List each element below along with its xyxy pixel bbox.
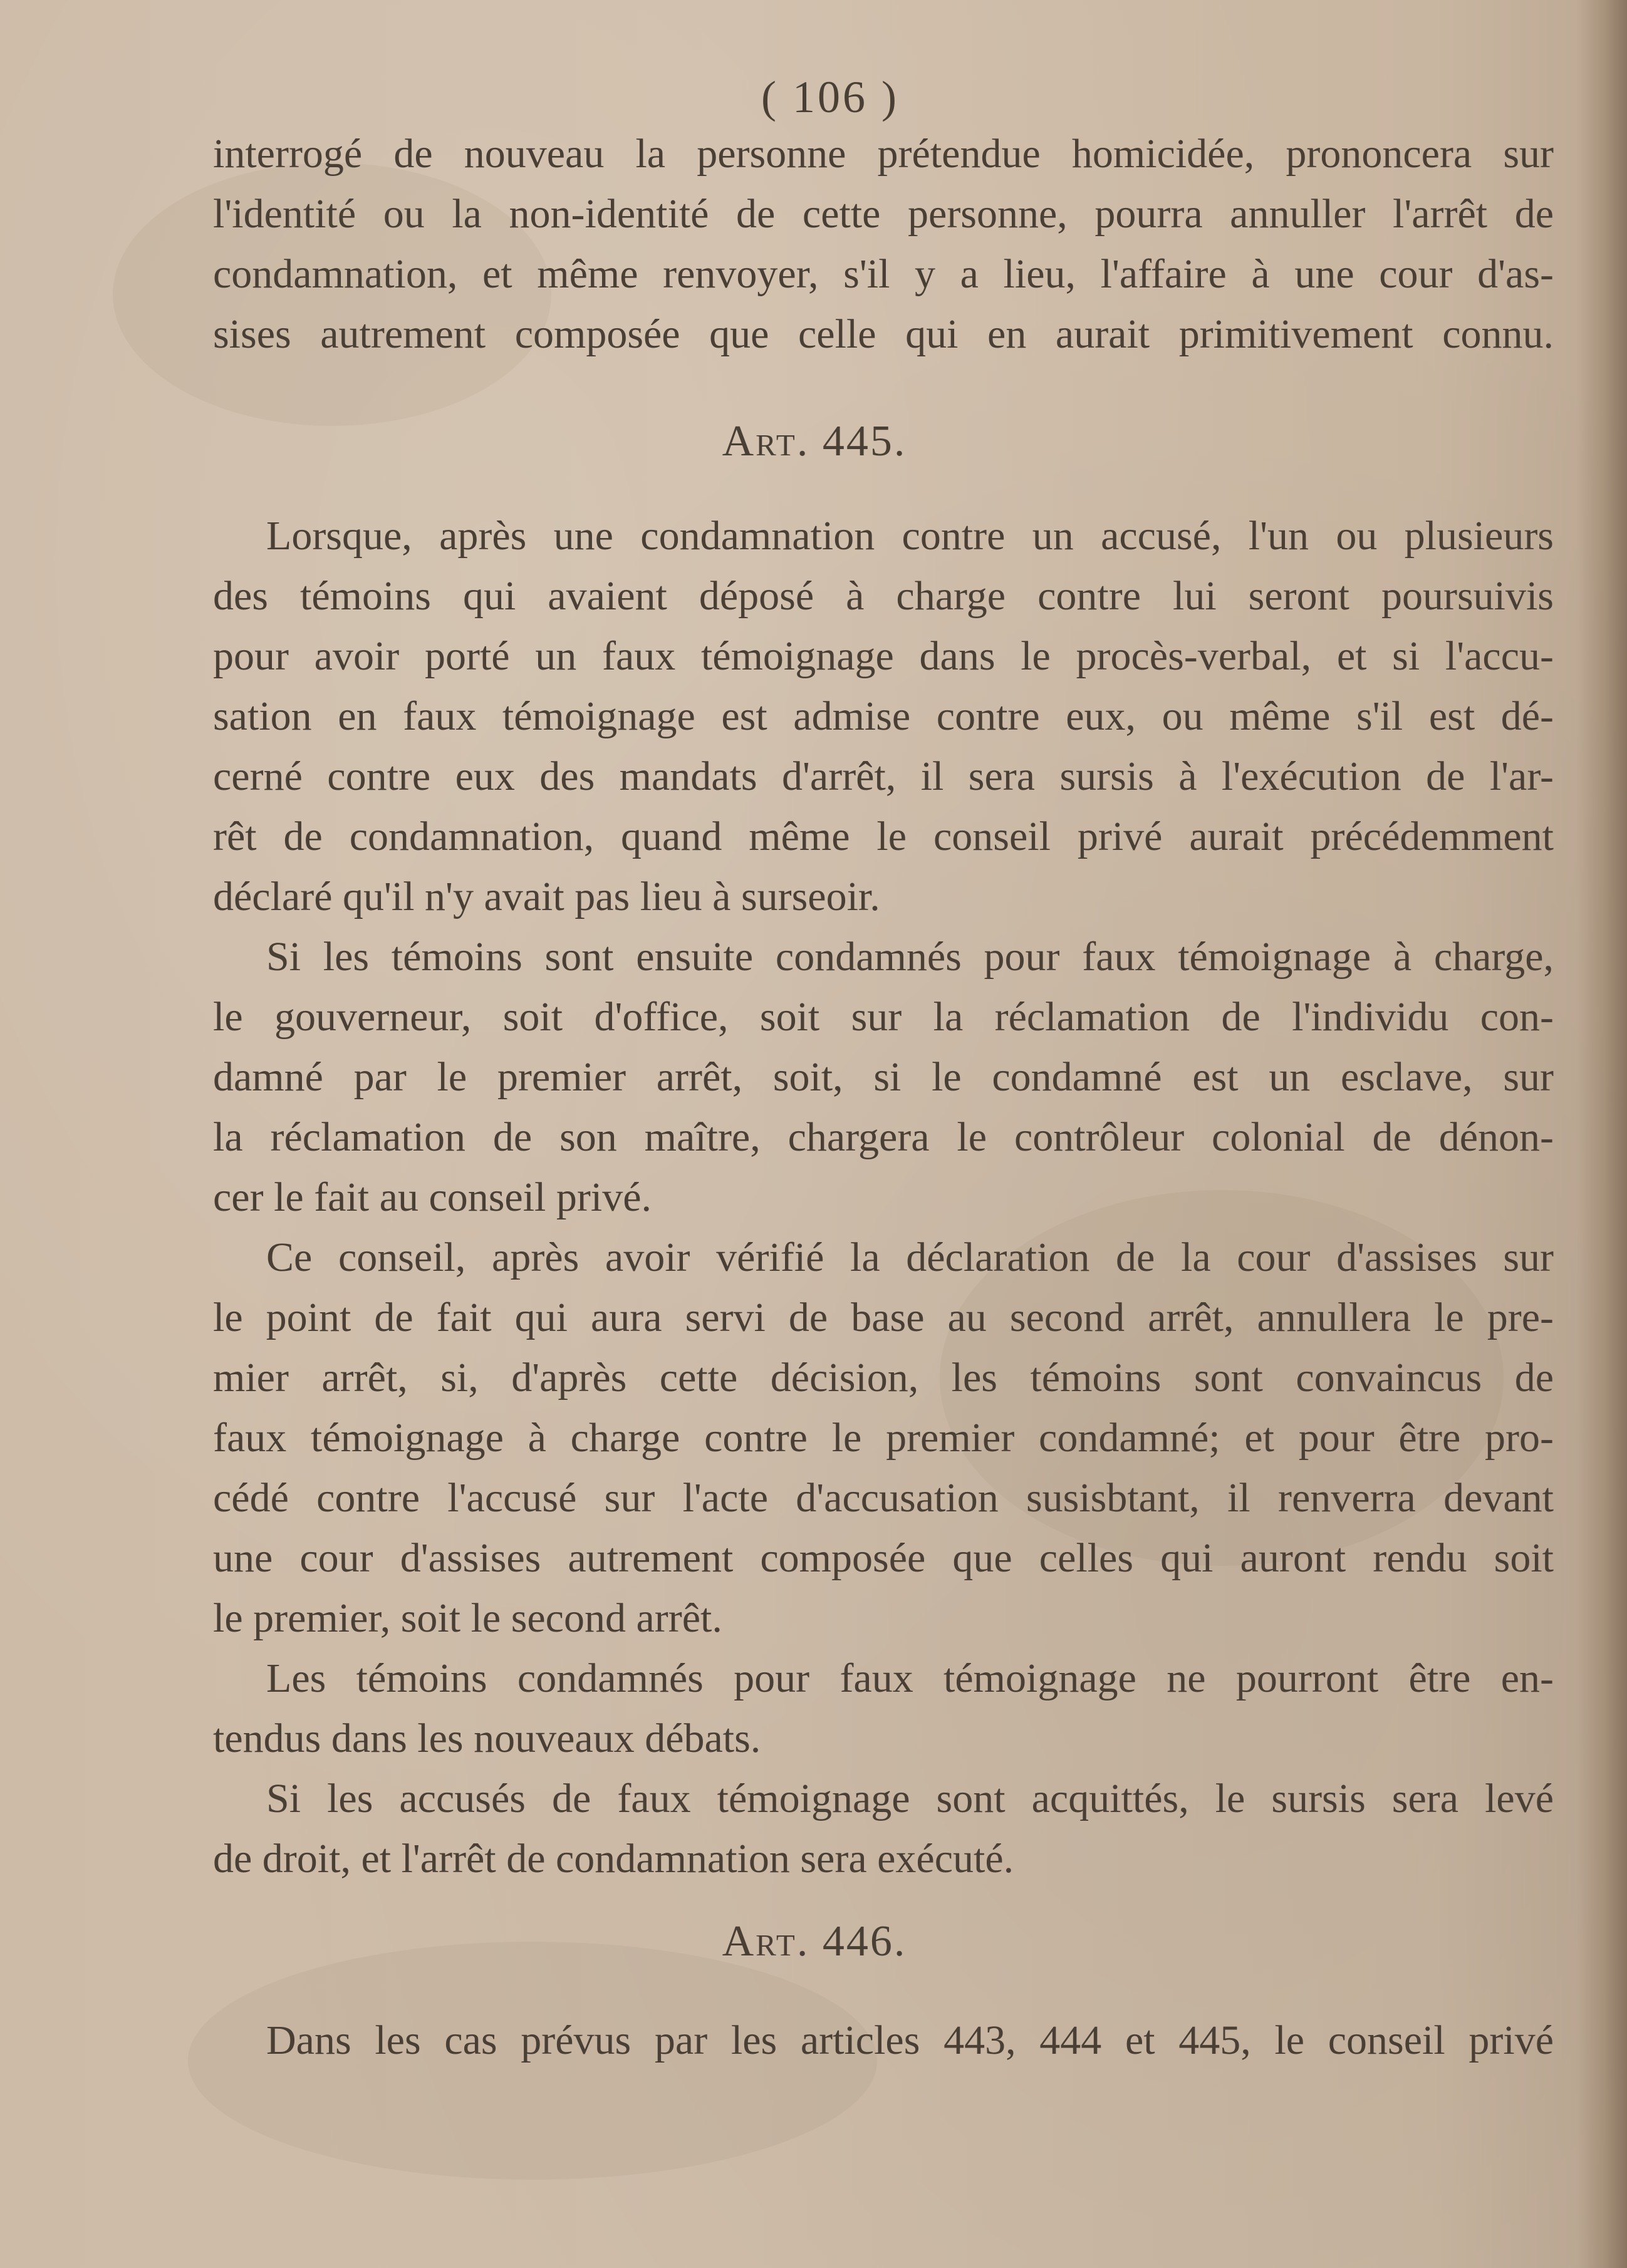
paragraph <box>213 506 1554 927</box>
text-line: le premier, soit le second arrêt. <box>213 1595 722 1641</box>
article-heading: Art. 445. <box>722 417 907 465</box>
text-line: faux témoignage à charge contre le premier condamné; et pour être pro- <box>213 1415 1554 1461</box>
page-edge-shadow <box>1577 0 1627 2268</box>
text-line: damné par le premier arrêt, soit, si le condamné est un esclave, sur <box>213 1054 1554 1100</box>
text-line: condamnation, et même renvoyer, s'il y a lieu, l'affaire à une cour d'as- <box>213 251 1554 297</box>
text-line: déclaré qu'il n'y avait pas lieu à surseoir. <box>213 874 880 919</box>
article-body <box>213 506 1554 1889</box>
text-line: des témoins qui avaient déposé à charge contre lui seront poursuivis <box>213 573 1554 619</box>
text-line: Si les accusés de faux témoignage sont acquittés, le sursis sera levé <box>266 1776 1554 1821</box>
text-line: interrogé de nouveau la personne prétendue homicidée, prononcera sur <box>213 131 1554 177</box>
text-line: rêt de condamnation, quand même le conseil privé aurait précédemment <box>213 814 1554 859</box>
text-line: mier arrêt, si, d'après cette décision, les témoins sont convaincus de <box>213 1355 1554 1401</box>
text-line: le point de fait qui aura servi de base au second arrêt, annullera le pre- <box>213 1295 1554 1340</box>
paragraph <box>213 2011 1554 2071</box>
paragraph <box>213 927 1554 1228</box>
text-line: cédé contre l'accusé sur l'acte d'accusation susisbtant, il renverra devant <box>213 1475 1554 1521</box>
text-line: Lorsque, après une condamnation contre un accusé, l'un ou plusieurs <box>266 513 1554 559</box>
page-number: ( 106 ) <box>761 72 899 122</box>
text-line: Ce conseil, après avoir vérifié la déclaration de la cour d'assises sur <box>266 1235 1554 1280</box>
text-line: Si les témoins sont ensuite condamnés pour faux témoignage à charge, <box>266 934 1554 980</box>
text-line: sises autrement composée que celle qui en aurait primitivement connu. <box>213 311 1554 357</box>
text-line: sation en faux témoignage est admise contre eux, ou même s'il est dé- <box>213 693 1554 739</box>
paragraph <box>213 1769 1554 1889</box>
text-line: pour avoir porté un faux témoignage dans le procès-verbal, et si l'accu- <box>213 633 1554 679</box>
text-line: cerné contre eux des mandats d'arrêt, il sera sursis à l'exécution de l'ar- <box>213 753 1554 799</box>
text-line: Les témoins condamnés pour faux témoignage ne pourront être en- <box>266 1655 1554 1701</box>
text-line: Dans les cas prévus par les articles 443, 444 et 445, le conseil privé <box>266 2017 1554 2063</box>
text-line: une cour d'assises autrement composée que celles qui auront rendu soit <box>213 1535 1554 1581</box>
text-line: cer le fait au conseil privé. <box>213 1174 652 1220</box>
text-line: de droit, et l'arrêt de condamnation sera exécuté. <box>213 1836 1014 1882</box>
article-body <box>213 2011 1554 2071</box>
text-line: tendus dans les nouveaux débats. <box>213 1716 761 1761</box>
text-line: la réclamation de son maître, chargera le contrôleur colonial de dénon- <box>213 1114 1554 1160</box>
paragraph <box>213 1228 1554 1649</box>
paragraph <box>213 1649 1554 1769</box>
article-heading: Art. 446. <box>722 1917 907 1965</box>
text-line: le gouverneur, soit d'office, soit sur la réclamation de l'individu con- <box>213 994 1554 1040</box>
continued-text <box>213 124 1554 365</box>
text-line: l'identité ou la non-identité de cette personne, pourra annuller l'arrêt de <box>213 191 1554 237</box>
